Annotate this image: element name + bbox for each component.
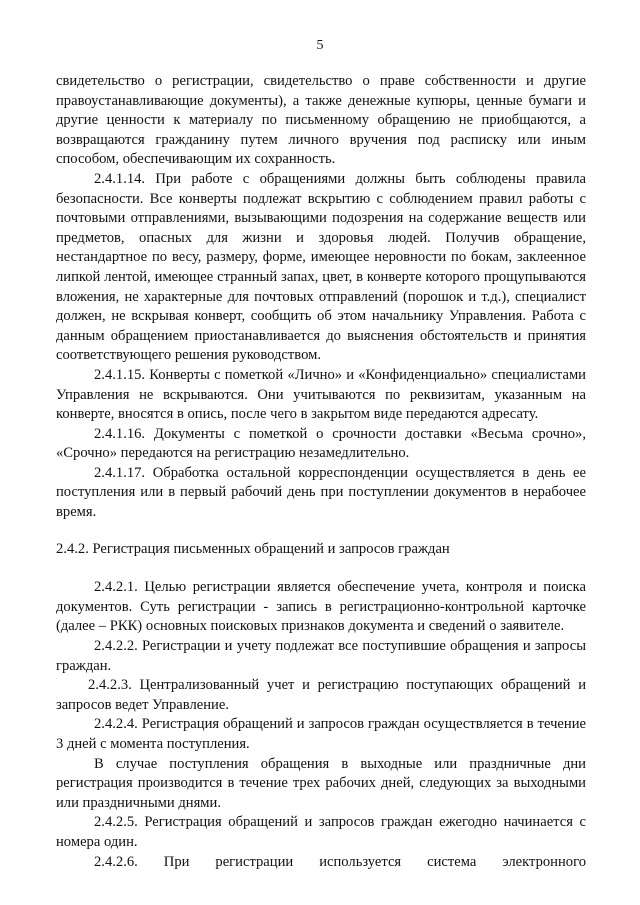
section-heading: 2.4.2. Регистрация письменных обращений и запросов граждан [56,540,450,557]
page-number: 5 [316,38,324,53]
paragraph-continuation: свидетельство о регистрации, свидетельство о праве собственности и другие правоустанавливающие документы), а также денежные купюры, ценные бумаги и другие ценности к материалу по письменному обращению не приобщаются, а возвращаются гражданину путем личного вручения под расписку или иным способом, обеспечивающим их сохранность. [56,73,586,168]
paragraph-2-4-2-1: 2.4.2.1. Целью регистрации является обеспечение учета, контроля и поиска документов. Суть регистрации - запись в регистрационно-контрольной карточке (далее – РКК) основных поисковых признаков документа и сведений о заявителе. [56,579,586,635]
paragraph-2-4-2-4: 2.4.2.4. Регистрация обращений и запросов граждан осуществляется в течение 3 дней с момента поступления. [56,716,586,752]
paragraph-2-4-2-2: 2.4.2.2. Регистрации и учету подлежат все поступившие обращения и запросы граждан. [56,638,586,674]
document-body [56,72,586,872]
paragraph-2-4-1-17: 2.4.1.17. Обработка остальной корреспонденции осуществляется в день ее поступления или в первый рабочий день при поступлении документов в нерабочее время. [56,464,586,521]
paragraph-2-4-2-6: 2.4.2.6. При регистрации используется система электронного [94,853,586,870]
paragraph-2-4-2-5: 2.4.2.5. Регистрация обращений и запросов граждан ежегодно начинается с номера один. [56,814,586,850]
paragraph-2-4-1-16: 2.4.1.16. Документы с пометкой о срочности доставки «Весьма срочно», «Срочно» передаются на регистрацию незамедлительно. [56,425,586,462]
paragraph-weekend-registration: В случае поступления обращения в выходные или праздничные дни регистрация производится в течение трех рабочих дней, следующих за выходными или праздничными днями. [56,755,586,811]
paragraph-2-4-1-15: 2.4.1.15. Конверты с пометкой «Лично» и «Конфиденциально» специалистами Управления не вскрываются. Они учитываются по реквизитам, указанным на конверте, вносятся в опись, после чего в закрытом виде передаются адресату. [56,366,586,423]
paragraph-2-4-2-3: 2.4.2.3. Централизованный учет и регистрацию поступающих обращений и запросов ведет Управление. [56,677,586,713]
paragraph-2-4-1-14: 2.4.1.14. При работе с обращениями должны быть соблюдены правила безопасности. Все конверты подлежат вскрытию с соблюдением правил работы с почтовыми отправлениями, вызывающими подозрения на содержание веществ или предметов, опасных для жизни и здоровья людей. Получив обращение, нестандартное по весу, размеру, форме, имеющее неровности по бокам, заклеенное липкой лентой, имеющее странный запах, цвет, в конверте которого прощупываются вложения, не характерные для почтовых отправлений (порошок и т.д.), специалист должен, не вскрывая конверт, сообщить об этом начальнику Управления. Работа с данным обращением приостанавливается до выяснения обстоятельств и принятия соответствующего решения руководством. [56,170,586,364]
